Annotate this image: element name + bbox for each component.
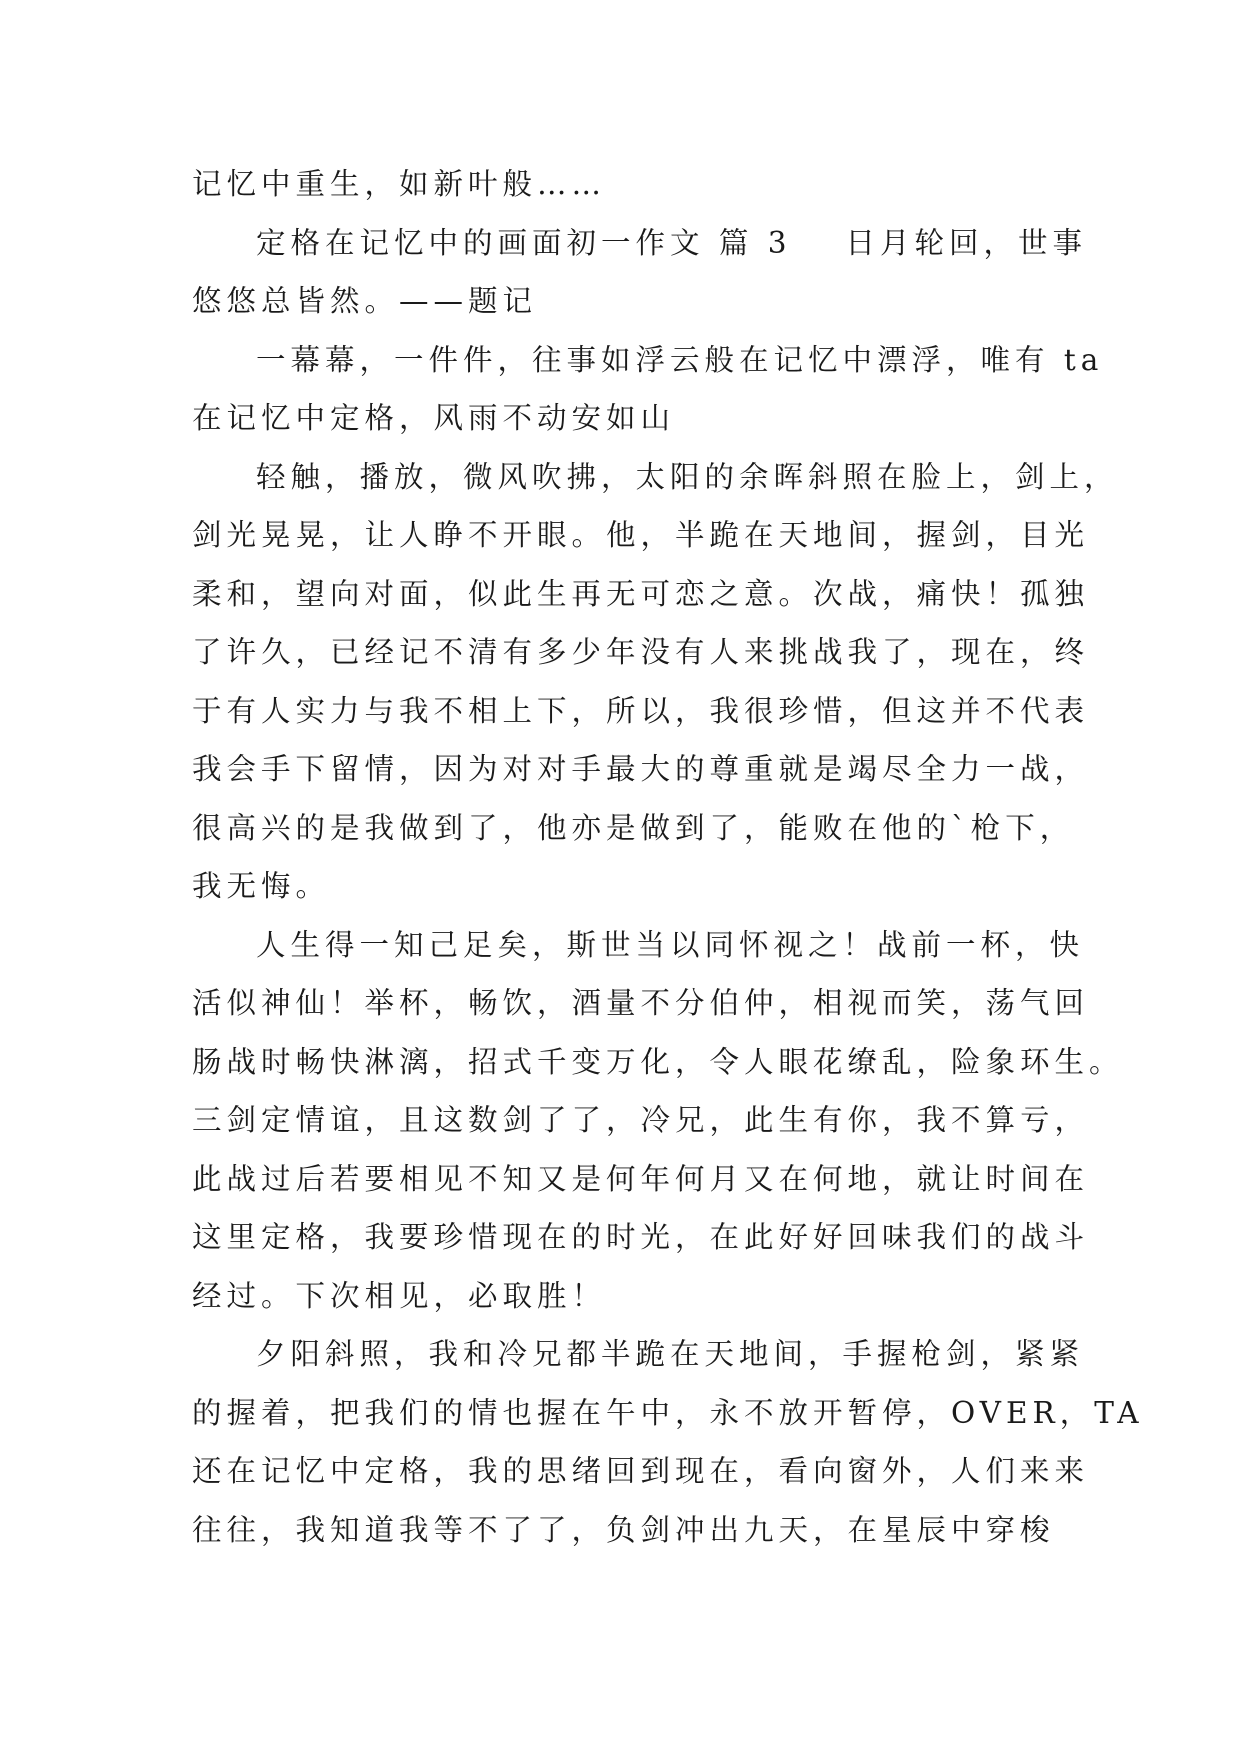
- text-line: 在记忆中定格，风雨不动安如山: [192, 401, 676, 435]
- text-line: 这里定格，我要珍惜现在的时光，在此好好回味我们的战斗: [192, 1220, 1090, 1254]
- text-line: 三剑定情谊，且这数剑了了，冷兄，此生有你，我不算亏，: [192, 1103, 1090, 1137]
- text-line: 很高兴的是我做到了，他亦是做到了，能败在他的`枪下，: [192, 810, 1075, 845]
- text-line: 悠悠总皆然。——题记: [192, 284, 538, 318]
- text-line: 经过。下次相见，必取胜！: [192, 1278, 607, 1313]
- text-line: 于有人实力与我不相上下，所以，我很珍惜，但这并不代表: [192, 693, 1090, 728]
- text-line: 肠战时畅快淋漓，招式千变万化，令人眼花缭乱，险象环生。: [192, 1044, 1124, 1079]
- text-line: 我无悔。: [192, 869, 331, 903]
- heading-line: [192, 214, 1088, 273]
- text-line: 记忆中重生，如新叶般……: [192, 167, 607, 201]
- text-line: 一幕幕，一件件，往事如浮云般在记忆中漂浮，唯有 ta: [256, 342, 1104, 377]
- text-line: 柔和，望向对面，似此生再无可恋之意。次战，痛快！孤独: [192, 576, 1090, 611]
- article-heading: 定格在记忆中的画面初一作文 篇 3: [256, 225, 792, 260]
- text-line: 剑光晃晃，让人睁不开眼。他，半跪在天地间，握剑，目光: [192, 518, 1090, 552]
- text-line: 了许久，已经记不清有多少年没有人来挑战我了，现在，终: [192, 635, 1090, 669]
- text-line: 我会手下留情，因为对对手最大的尊重就是竭尽全力一战，: [192, 752, 1090, 786]
- text-line: 还在记忆中定格，我的思绪回到现在，看向窗外，人们来来: [192, 1454, 1090, 1488]
- text-line: 活似神仙！举杯，畅饮，酒量不分伯仲，相视而笑，荡气回: [192, 986, 1090, 1020]
- text-line: 的握着，把我们的情也握在午中，永不放开暂停，OVER，TA: [192, 1395, 1144, 1430]
- text-line: 人生得一知己足矣，斯世当以同怀视之！战前一杯，快: [256, 927, 1085, 962]
- text-line: 往往，我知道我等不了了，负剑冲出九天，在星辰中穿梭: [192, 1512, 1055, 1547]
- text-line: 夕阳斜照，我和冷兄都半跪在天地间，手握枪剑，紧紧: [256, 1337, 1085, 1371]
- document-body: [192, 155, 1144, 1559]
- text-line: 轻触，播放，微风吹拂，太阳的余晖斜照在脸上，剑上，: [256, 459, 1119, 494]
- text-fragment: 日月轮回，世事: [845, 225, 1088, 260]
- text-line: 此战过后若要相见不知又是何年何月又在何地，就让时间在: [192, 1161, 1090, 1196]
